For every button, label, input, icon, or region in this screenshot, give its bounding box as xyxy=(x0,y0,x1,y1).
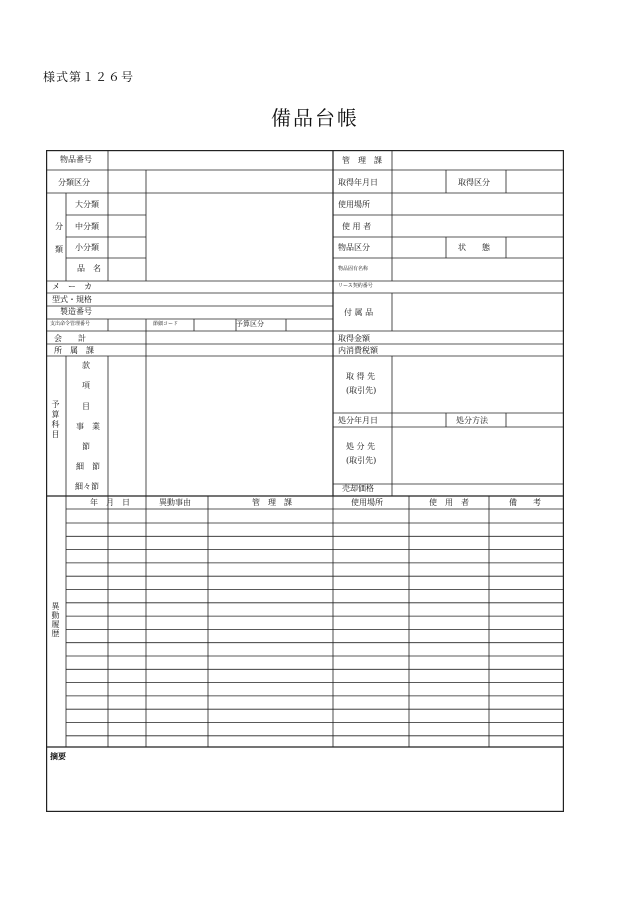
history-col-location: 使用場所 xyxy=(351,498,383,507)
sale-price-label: 売却価格 xyxy=(342,484,374,493)
disposal-date-label: 処分年月日 xyxy=(338,416,378,425)
acq-type-label: 取得区分 xyxy=(458,178,490,187)
serial-number-label: 製造番号 xyxy=(60,307,92,316)
department-label: 所 属 課 xyxy=(54,346,94,355)
setsu-label: 節 xyxy=(82,442,90,451)
accessories-label: 付 属 品 xyxy=(344,308,374,317)
small-class-label: 小分類 xyxy=(75,243,99,252)
expense-order-label: 支出命令管理番号 xyxy=(50,321,91,327)
item-number-label: 物品番号 xyxy=(60,155,92,164)
history-col-reason: 異動事由 xyxy=(159,498,191,507)
maker-label: メ ー カ xyxy=(52,282,92,291)
page-title: 備品台帳 xyxy=(271,106,359,130)
accounting-label: 会 計 xyxy=(54,334,86,343)
saisetsu-label: 細 節 xyxy=(76,462,100,471)
category-label: 分類区分 xyxy=(58,178,90,187)
saisaisetsu-label: 細々節 xyxy=(75,482,99,491)
tax-label: 内消費税額 xyxy=(338,346,378,355)
medium-class-label: 中分類 xyxy=(75,222,99,231)
acq-amount-label: 取得金額 xyxy=(338,334,370,343)
budget-code-label: 節細コード xyxy=(153,321,179,327)
mgmt-dept-label: 管 理 課 xyxy=(342,156,382,165)
kan-label: 款 xyxy=(82,361,90,370)
supplier-sub-label: (取引先) xyxy=(346,386,377,395)
acq-date-label: 取得年月日 xyxy=(338,178,378,187)
unique-name-label: 物品固有名称 xyxy=(338,266,369,272)
budget-type-label: 予算区分 xyxy=(236,320,264,328)
form-number: 様式第１２６号 xyxy=(43,70,135,84)
remarks-label: 摘要 xyxy=(50,751,66,761)
user-label: 使 用 者 xyxy=(342,222,372,231)
disposal-to-label: 処 分 先 xyxy=(346,442,376,451)
project-label: 事 業 xyxy=(76,422,100,431)
classification-char-1: 分 xyxy=(55,222,63,231)
budget-item-label: 予算科目 xyxy=(51,400,60,440)
status-label: 状 態 xyxy=(458,243,490,252)
history-col-notes: 備 考 xyxy=(509,498,541,507)
lease-no-label: リース契約番号 xyxy=(338,283,373,289)
large-class-label: 大分類 xyxy=(75,200,99,209)
ledger-form xyxy=(46,150,564,812)
history-col-date: 年 月 日 xyxy=(90,498,130,507)
disposal-method-label: 処分方法 xyxy=(456,416,488,425)
classification-char-2: 類 xyxy=(55,245,63,254)
model-label: 型式・規格 xyxy=(52,295,92,304)
kou-label: 項 xyxy=(82,381,90,390)
history-col-dept: 管 理 課 xyxy=(252,498,292,507)
history-col-user: 使 用 者 xyxy=(429,498,469,507)
history-label: 異動履歴 xyxy=(51,602,60,638)
supplier-label: 取 得 先 xyxy=(346,372,376,381)
location-label: 使用場所 xyxy=(338,200,370,209)
moku-label: 目 xyxy=(82,402,90,411)
disposal-to-sub-label: (取引先) xyxy=(346,456,377,465)
product-name-label: 品 名 xyxy=(77,264,101,273)
item-type-label: 物品区分 xyxy=(338,243,370,252)
